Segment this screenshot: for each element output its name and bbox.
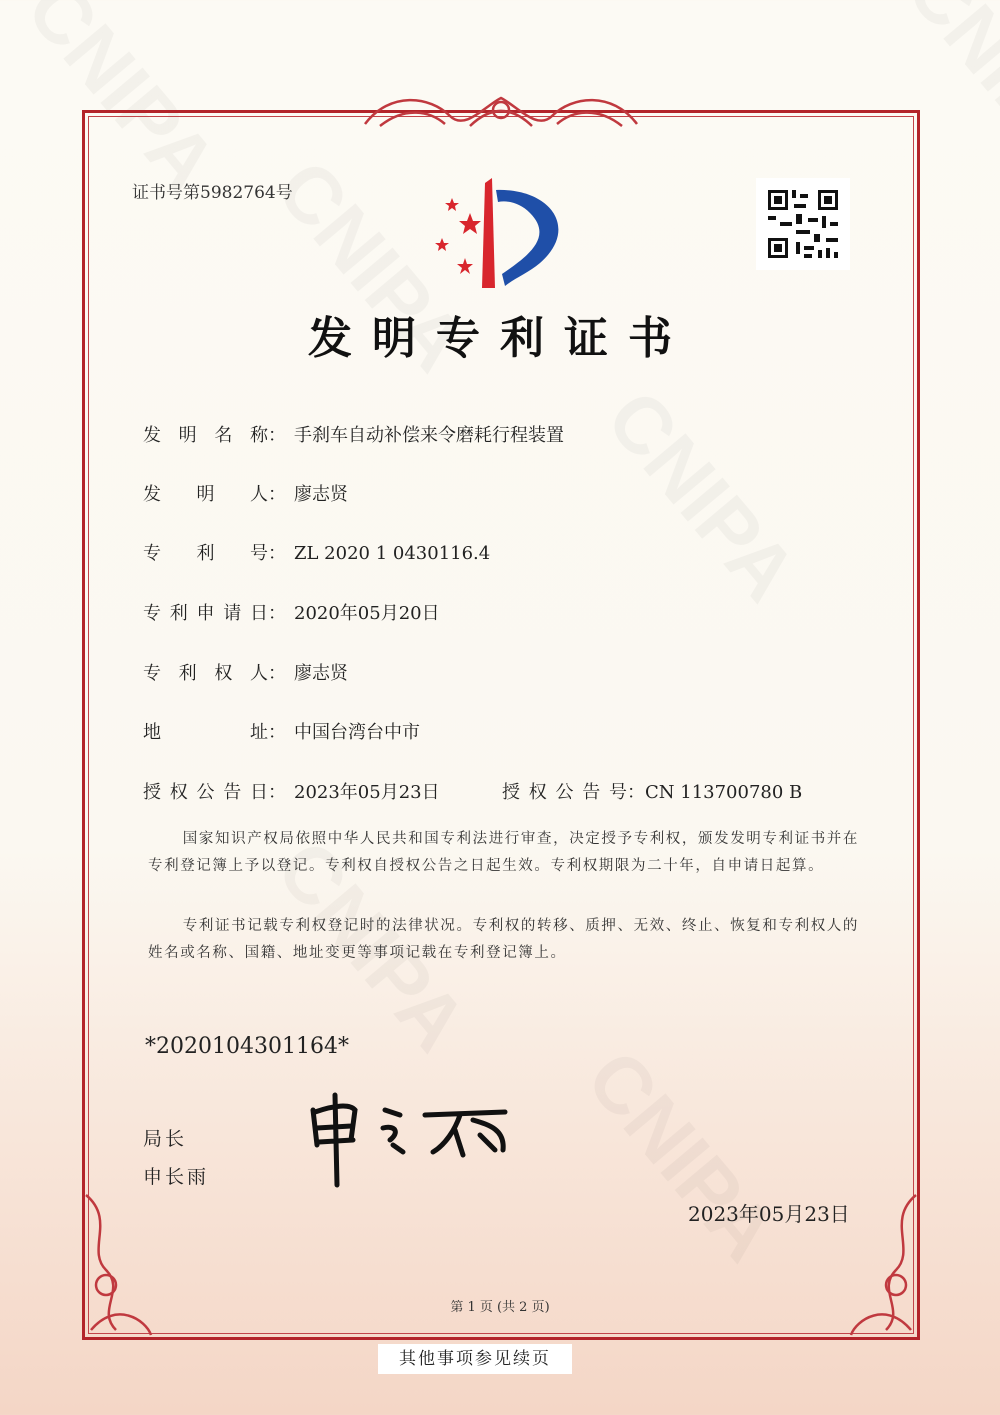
corner-ornament-icon — [76, 1190, 156, 1340]
corner-ornament-icon — [846, 1190, 926, 1340]
field-announcement-number: 授权公告号：CN 113700780 B — [502, 778, 802, 804]
cnipa-logo-icon — [430, 178, 575, 293]
page-title: 发明专利证书 — [308, 313, 692, 364]
field-value: 廖志贤 — [294, 663, 348, 684]
page-info: 第 1 页 (共 2 页) — [450, 1300, 550, 1315]
top-ornament-icon — [360, 86, 642, 134]
continued-note: 其他事项参见续页 — [378, 1344, 572, 1374]
field-value: 2020年05月20日 — [294, 603, 440, 624]
field-address: 地址： 中国台湾台中市 — [143, 718, 420, 744]
field-value: 2023年05月23日 — [294, 782, 440, 803]
field-invention-name: 发明名称： 手刹车自动补偿来令磨耗行程装置 — [143, 421, 564, 447]
handwritten-signature — [305, 1090, 520, 1190]
field-value: 手刹车自动补偿来令磨耗行程装置 — [294, 425, 564, 446]
field-label: 专利申请日 — [143, 603, 268, 624]
certificate-number: 证书号第5982764号 — [132, 183, 293, 203]
field-value: ZL 2020 1 0430116.4 — [294, 543, 491, 564]
field-label: 专利号 — [143, 543, 268, 564]
field-patent-number: 专利号： ZL 2020 1 0430116.4 — [143, 539, 490, 565]
statement-paragraph: 国家知识产权局依照中华人民共和国专利法进行审查，决定授予专利权，颁发发明专利证书并在专利登记簿上予以登记。专利权自授权公告之日起生效。专利权期限为二十年，自申请日起算。 — [148, 831, 859, 874]
field-application-date: 专利申请日： 2020年05月20日 — [143, 599, 440, 625]
field-label: 发明名称 — [143, 425, 268, 446]
field-value: CN 113700780 B — [645, 782, 803, 803]
field-inventor: 发明人： 廖志贤 — [143, 480, 348, 506]
field-label: 授权公告号 — [502, 782, 627, 803]
statement-paragraph: 专利证书记载专利权登记时的法律状况。专利权的转移、质押、无效、终止、恢复和专利权人的姓名或名称、国籍、地址变更等事项记载在专利登记簿上。 — [148, 918, 859, 961]
field-label: 授权公告日 — [143, 782, 268, 803]
field-patentee: 专利权人： 廖志贤 — [143, 659, 348, 685]
field-label: 地址 — [143, 722, 268, 743]
field-value: 廖志贤 — [294, 484, 348, 505]
field-grant-date: 授权公告日： 2023年05月23日 — [143, 778, 440, 804]
signatory-name: 申长雨 — [143, 1166, 210, 1188]
qr-code — [756, 178, 850, 270]
field-label: 专利权人 — [143, 663, 268, 684]
issue-date: 2023年05月23日 — [688, 1202, 850, 1226]
signatory-title: 局长 — [143, 1128, 188, 1150]
field-value: 中国台湾台中市 — [294, 722, 420, 743]
field-label: 发明人 — [143, 484, 268, 505]
barcode-text: *2020104301164* — [145, 1034, 349, 1059]
